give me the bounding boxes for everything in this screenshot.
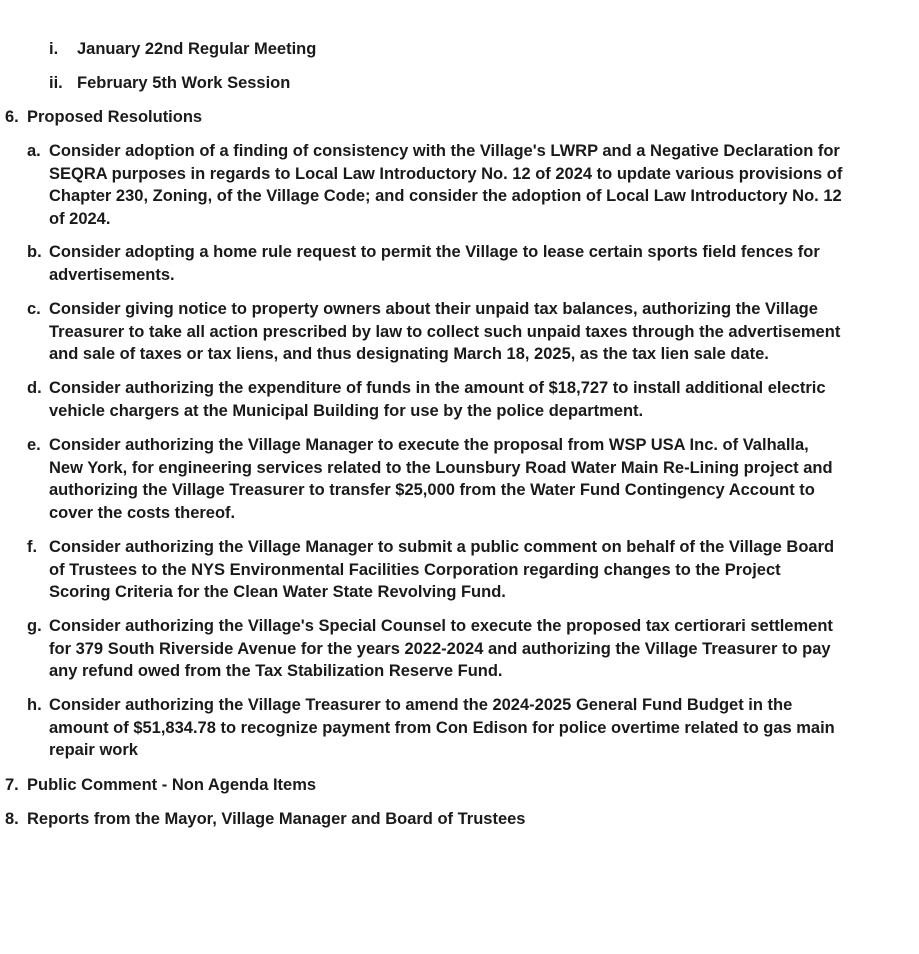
resolution-marker: a. [27, 142, 41, 160]
resolution-marker: g. [27, 617, 42, 635]
section-number: 6. [5, 108, 19, 126]
resolution-line: New York, for engineering services related to the Lounsbury Road Water Main Re-Lining project and [49, 458, 833, 477]
resolution-text [49, 241, 901, 286]
section-title: Public Comment - Non Agenda Items [27, 776, 317, 794]
minutes-item-marker: i. [49, 40, 59, 58]
resolution-text [49, 434, 901, 524]
resolution-marker: c. [27, 300, 41, 318]
section-heading-8 [5, 808, 525, 831]
section-heading-6 [5, 106, 202, 129]
resolution-text [49, 615, 901, 683]
resolution-line: and sale of taxes or tax liens, and thus designating March 18, 2025, as the tax lien sale date. [49, 345, 769, 363]
resolution-line: of 2024. [49, 209, 111, 228]
resolution-text [49, 536, 901, 604]
section-title: Reports from the Mayor, Village Manager and Board of Trustees [27, 810, 526, 828]
resolution-line: Chapter 230, Zoning, of the Village Code; and consider the adoption of Local Law Introductory No. 12 [49, 187, 842, 205]
resolution-text [49, 298, 901, 366]
section-title: Proposed Resolutions [27, 108, 203, 126]
resolution-line: Treasurer to take all action prescribed by law to collect such unpaid taxes through the advertisement [49, 322, 841, 341]
resolution-line: Consider authorizing the Village Treasurer to amend the 2024-2025 General Fund Budget in the [49, 696, 793, 714]
resolution-line: vehicle chargers at the Municipal Building for use by the police department. [49, 401, 644, 420]
minutes-item-text: February 5th Work Session [77, 74, 291, 92]
resolution-line: repair work [49, 741, 138, 759]
resolution-line: cover the costs thereof. [49, 503, 236, 522]
resolution-line: Consider authorizing the Village Manager to submit a public comment on behalf of the Village Board [49, 538, 835, 556]
resolution-line: Scoring Criteria for the Clean Water State Revolving Fund. [49, 583, 506, 601]
resolution-line: any refund owed from the Tax Stabilization Reserve Fund. [49, 662, 503, 680]
resolution-marker: h. [27, 696, 42, 714]
resolution-marker: f. [27, 538, 38, 556]
resolution-line: Consider authorizing the Village Manager to execute the proposal from WSP USA Inc. of Valhalla, [49, 436, 809, 454]
minutes-item-2 [49, 72, 290, 95]
minutes-item-text: January 22nd Regular Meeting [77, 40, 317, 58]
resolution-marker: e. [27, 436, 41, 454]
resolution-line: of Trustees to the NYS Environmental Facilities Corporation regarding changes to the Project [49, 560, 781, 579]
resolution-line: Consider giving notice to property owners about their unpaid tax balances, authorizing the Village [49, 300, 818, 318]
resolution-marker: b. [27, 243, 42, 261]
section-number: 7. [5, 776, 19, 794]
resolution-text [49, 694, 901, 762]
resolution-text [49, 140, 901, 230]
minutes-item-marker: ii. [49, 74, 63, 92]
resolution-line: Consider authorizing the expenditure of funds in the amount of $18,727 to install additional electric [49, 379, 826, 397]
resolution-marker: d. [27, 379, 42, 397]
section-number: 8. [5, 810, 19, 828]
resolution-text [49, 377, 901, 422]
section-heading-7 [5, 774, 316, 797]
resolution-line: Consider authorizing the Village's Special Counsel to execute the proposed tax certiorari settlement [49, 617, 833, 635]
resolution-line: Consider adoption of a finding of consistency with the Village's LWRP and a Negative Declaration for [49, 142, 840, 160]
resolution-line: Consider adopting a home rule request to permit the Village to lease certain sports field fences for [49, 243, 820, 261]
resolution-line: advertisements. [49, 265, 175, 284]
resolution-line: authorizing the Village Treasurer to transfer $25,000 from the Water Fund Contingency Account to [49, 481, 815, 499]
resolution-line: SEQRA purposes in regards to Local Law Introductory No. 12 of 2024 to update various provisions of [49, 164, 843, 183]
resolution-line: for 379 South Riverside Avenue for the years 2022-2024 and authorizing the Village Treasurer to pay [49, 639, 831, 658]
resolution-line: amount of $51,834.78 to recognize payment from Con Edison for police overtime related to gas main [49, 718, 835, 737]
minutes-item-1 [49, 38, 316, 61]
